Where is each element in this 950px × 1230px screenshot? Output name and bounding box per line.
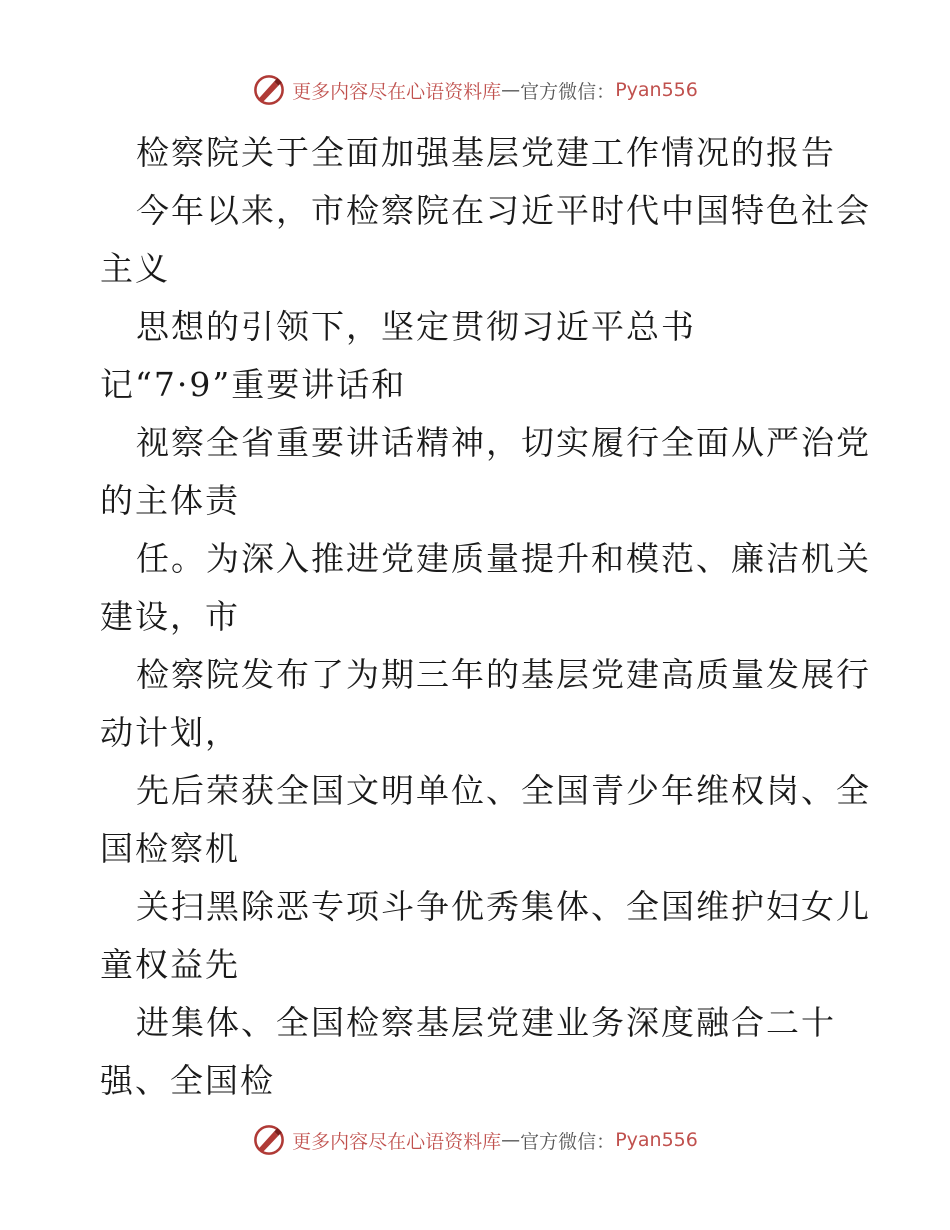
text-line: 视察全省重要讲话精神，切实履行全面从严治党 — [136, 423, 871, 462]
text-line: 国检察机 — [100, 829, 240, 868]
banner-official-label: 官方微信： — [520, 1130, 616, 1153]
banner-official-label: 官方微信： — [520, 80, 616, 103]
header-banner — [0, 70, 950, 110]
banner-separator: — — [501, 79, 521, 101]
text-line: 今年以来，市检察院在习近平时代中国特色社会 — [136, 191, 871, 230]
text-line: 检察院关于全面加强基层党建工作情况的报告 — [136, 133, 836, 172]
footer-banner — [0, 1120, 950, 1160]
text-line: 检察院发布了为期三年的基层党建高质量发展行 — [136, 655, 871, 694]
pen-logo-icon — [252, 73, 286, 107]
text-line: 动计划， — [100, 713, 240, 752]
text-line: 强、全国检 — [100, 1061, 275, 1100]
text-line: 关扫黑除恶专项斗争优秀集体、全国维护妇女儿 — [136, 887, 871, 926]
text-line: 进集体、全国检察基层党建业务深度融合二十 — [136, 1003, 836, 1042]
text-line: 建设，市 — [100, 597, 240, 636]
banner-left-text: 更多内容尽在心语资料库 — [292, 1130, 502, 1153]
text-line: 主义 — [100, 249, 170, 288]
banner-wechat-id: Pyan556 — [615, 79, 698, 101]
text-line: 思想的引领下，坚定贯彻习近平总书 — [136, 307, 696, 346]
document-body — [100, 124, 871, 1110]
banner-wechat-id: Pyan556 — [615, 1129, 698, 1151]
text-line: 童权益先 — [100, 945, 240, 984]
text-line: 任。为深入推进党建质量提升和模范、廉洁机关 — [136, 539, 871, 578]
pen-logo-icon — [252, 1123, 286, 1157]
text-line: 先后荣获全国文明单位、全国青少年维权岗、全 — [136, 771, 871, 810]
banner-separator: — — [501, 1129, 521, 1151]
text-line: 的主体责 — [100, 481, 240, 520]
text-line: 记“7·9”重要讲话和 — [100, 365, 407, 404]
banner-left-text: 更多内容尽在心语资料库 — [292, 80, 502, 103]
